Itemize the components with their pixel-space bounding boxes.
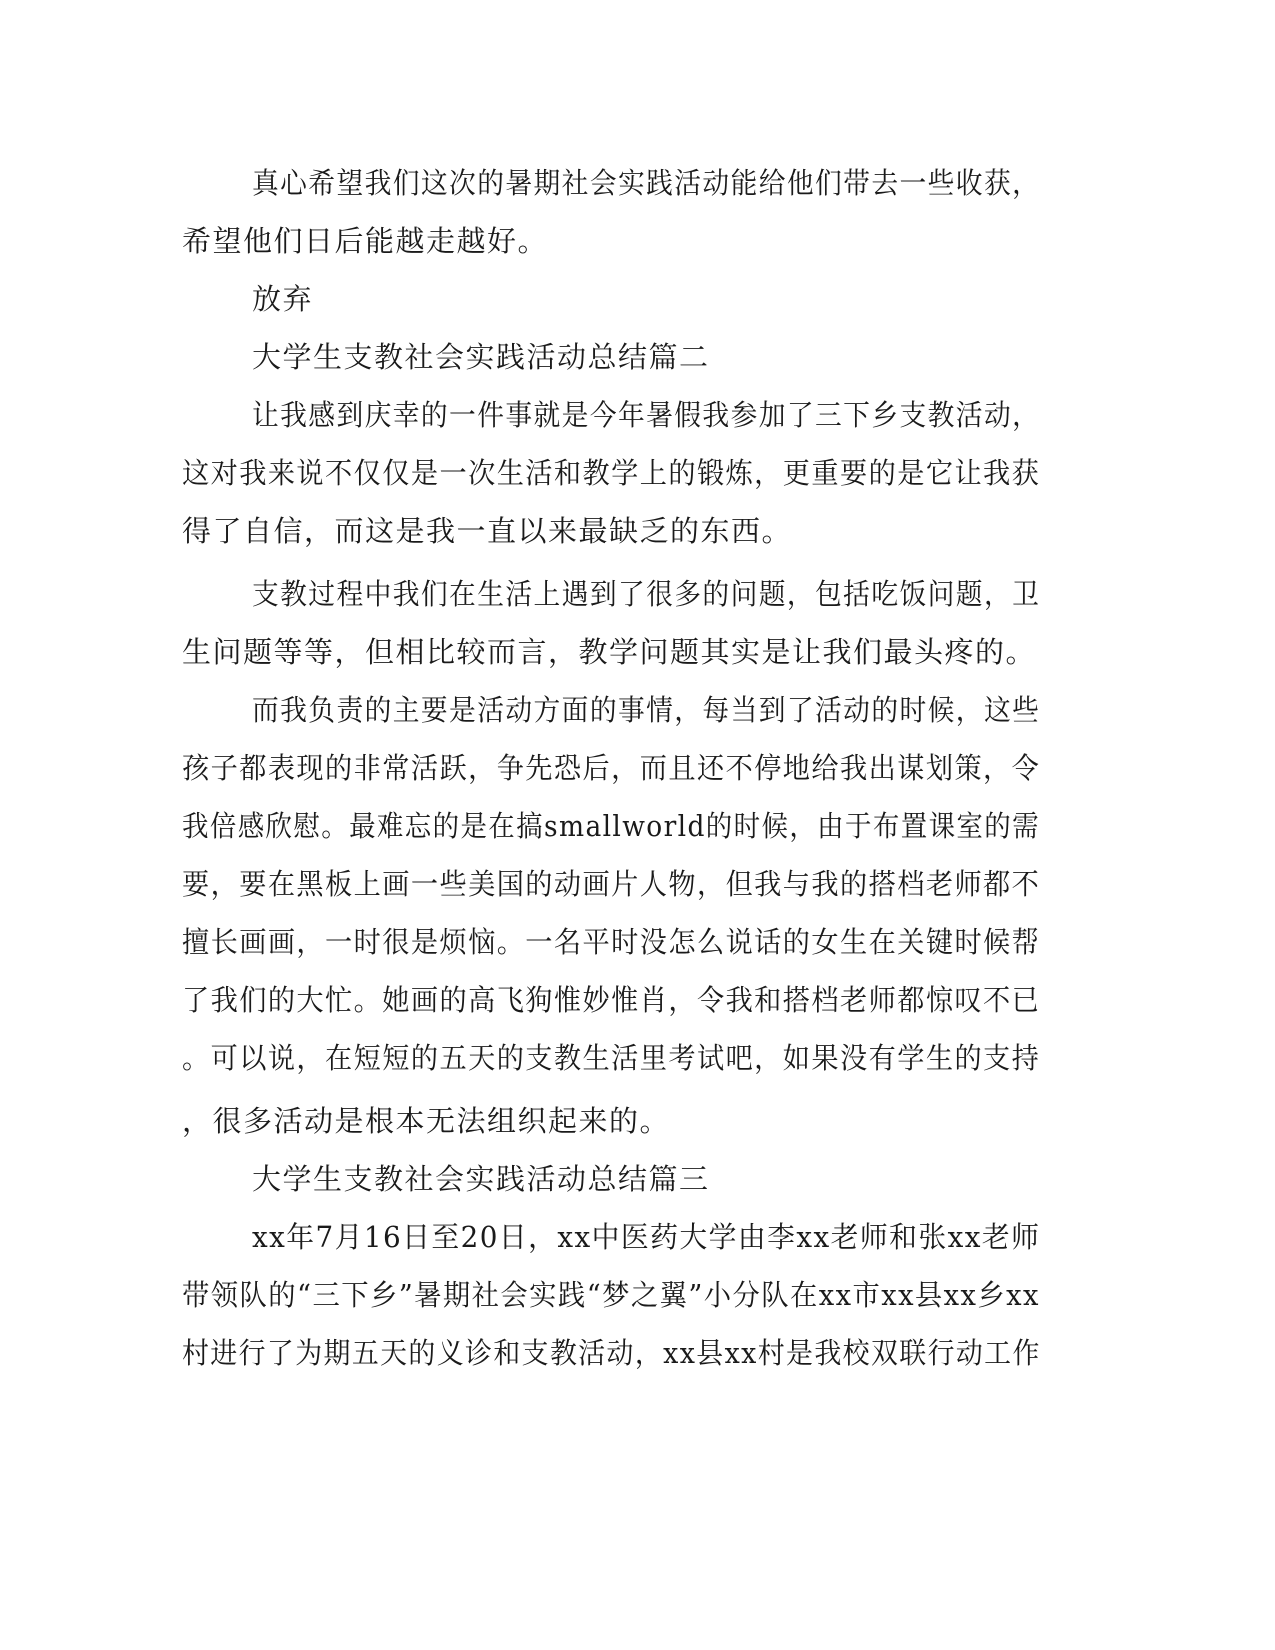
- paragraph-line: 带领队的“三下乡”暑期社会实践“梦之翼”小分队在xx市xx县xx乡xx: [182, 1278, 1040, 1312]
- paragraph-line: 擅长画画，一时很是烦恼。一名平时没怎么说话的女生在关键时候帮: [182, 925, 1041, 959]
- paragraph-line: 要，要在黑板上画一些美国的动画片人物，但我与我的搭档老师都不: [182, 867, 1041, 901]
- paragraph-line: 我倍感欣慰。最难忘的是在搞smallworld的时候，由于布置课室的需: [182, 809, 1040, 843]
- paragraph-line: 村进行了为期五天的义诊和支教活动，xx县xx村是我校双联行动工作: [182, 1336, 1041, 1370]
- paragraph-line: 得了自信，而这是我一直以来最缺乏的东西。: [182, 514, 793, 548]
- paragraph-line: 这对我来说不仅仅是一次生活和教学上的锻炼，更重要的是它让我获: [182, 456, 1041, 490]
- paragraph-line: 真心希望我们这次的暑期社会实践活动能给他们带去一些收获，: [252, 166, 1041, 200]
- paragraph-line: 让我感到庆幸的一件事就是今年暑假我参加了三下乡支教活动，: [252, 398, 1041, 432]
- paragraph-line: 了我们的大忙。她画的高飞狗惟妙惟肖，令我和搭档老师都惊叹不已: [182, 983, 1041, 1017]
- paragraph-line: 生问题等等，但相比较而言，教学问题其实是让我们最头疼的。: [182, 635, 1037, 669]
- paragraph-line: xx年7月16日至20日，xx中医药大学由李xx老师和张xx老师: [252, 1220, 1041, 1254]
- paragraph-line: ，很多活动是根本无法组织起来的。: [182, 1104, 671, 1138]
- paragraph-line: 支教过程中我们在生活上遇到了很多的问题，包括吃饭问题，卫: [252, 577, 1041, 611]
- paragraph-line: 。可以说，在短短的五天的支教生活里考试吧，如果没有学生的支持: [182, 1041, 1041, 1075]
- section-heading: 大学生支教社会实践活动总结篇二: [252, 340, 710, 374]
- section-heading: 大学生支教社会实践活动总结篇三: [252, 1162, 710, 1196]
- paragraph-line: 孩子都表现的非常活跃，争先恐后，而且还不停地给我出谋划策，令: [182, 751, 1041, 785]
- paragraph-line: 放弃: [252, 282, 314, 316]
- paragraph-line: 而我负责的主要是活动方面的事情，每当到了活动的时候，这些: [252, 693, 1041, 727]
- paragraph-line: 希望他们日后能越走越好。: [182, 224, 549, 258]
